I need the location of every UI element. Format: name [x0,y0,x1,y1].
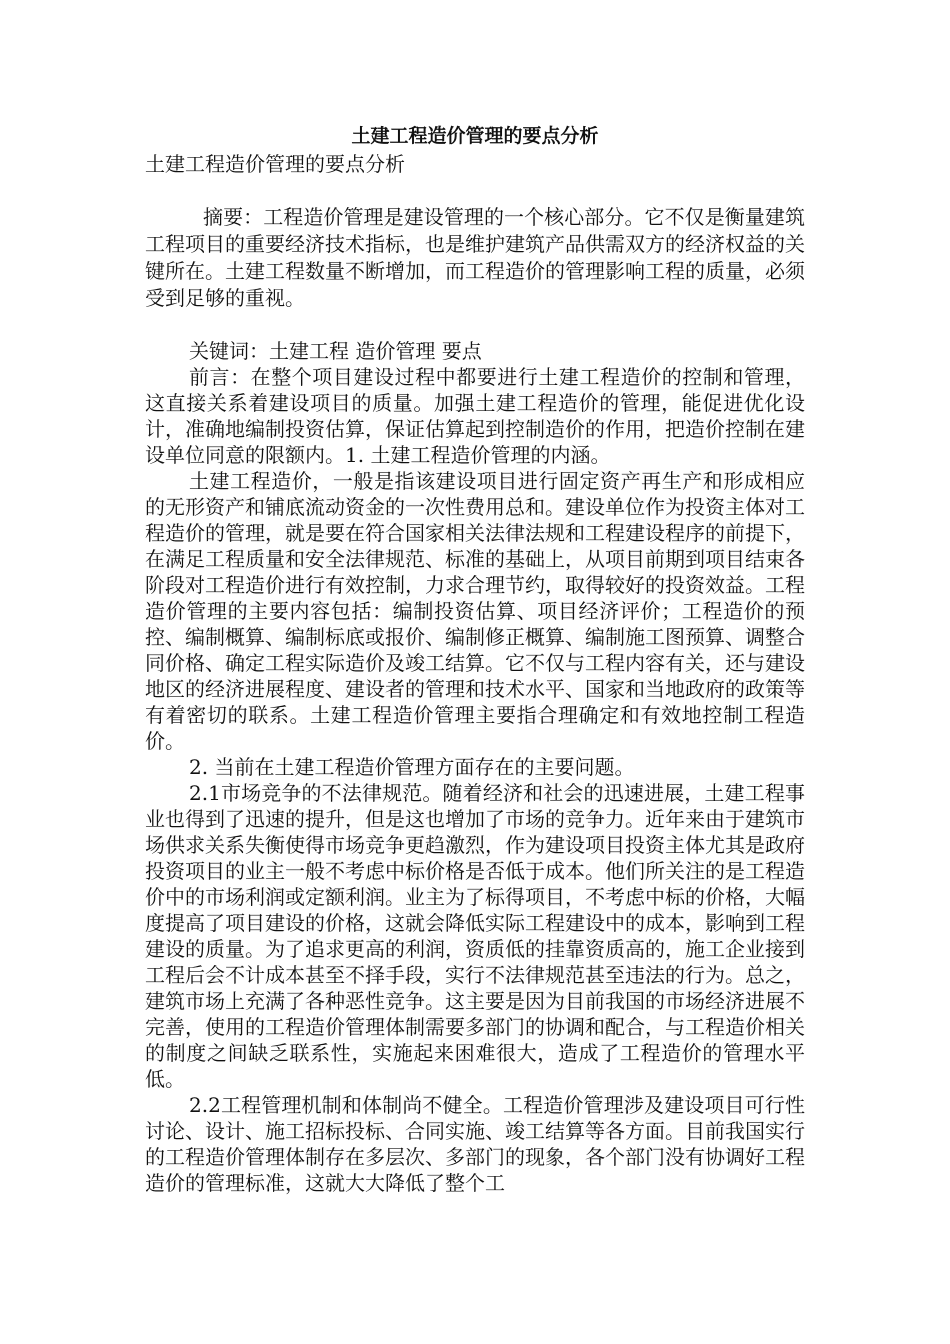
document-page [145,122,805,1196]
keywords-line: 关键词：土建工程 造价管理 要点 [189,339,482,363]
body-paragraph-market-competition: 2.1市场竞争的不法律规范。随着经济和社会的迅速进展，土建工程事业也得到了迅速的提升，但是这也增加了市场的竞争力。近年来由于建筑市场供求关系失衡使得市场竞争更趋激烈，作为建设项目投资主体尤其是政府投资项目的业主一般不考虑中标价格是否低于成本。他们所关注的是工程造价中的市场利润或定额利润。业主为了标得项目，不考虑中标的价格，大幅度提高了项目建设的价格，这就会降低实际工程建设中的成本，影响到工程建设的质量。为了追求更高的利润，资质低的挂靠资质高的，施工企业接到工程后会不计成本甚至不择手段，实行不法律规范甚至违法的行为。总之，建筑市场上充满了各种恶性竞争。这主要是因为目前我国的市场经济进展不完善，使用的工程造价管理体制需要多部门的协调和配合，与工程造价相关的制度之间缺乏联系性，实施起来困难很大，造成了工程造价的管理水平低。 [145,781,805,1091]
body-paragraph-management-mechanism: 2.2工程管理机制和体制尚不健全。工程造价管理涉及建设项目可行性讨论、设计、施工招标投标、合同实施、竣工结算等各方面。目前我国实行的工程造价管理体制存在多层次、多部门的现象，各个部门没有协调好工程造价的管理标准，这就大大降低了整个工 [145,1093,805,1195]
section-heading-problems: 2. 当前在土建工程造价管理方面存在的主要问题。 [189,755,635,779]
abstract-paragraph: 摘要：工程造价管理是建设管理的一个核心部分。它不仅是衡量建筑工程项目的重要经济技术指标，也是维护建筑产品供需双方的经济权益的关键所在。土建工程数量不断增加，而工程造价的管理影响工程的质量，必须受到足够的重视。 [145,205,805,310]
document-subtitle: 土建工程造价管理的要点分析 [145,152,405,176]
body-paragraph-definition: 土建工程造价，一般是指该建设项目进行固定资产再生产和形成相应的无形资产和铺底流动资金的一次性费用总和。建设单位作为投资主体对工程造价的管理，就是要在符合国家相关法律法规和工程建设程序的前提下，在满足工程质量和安全法律规范、标准的基础上，从项目前期到项目结束各阶段对工程造价进行有效控制，力求合理节约，取得较好的投资效益。工程造价管理的主要内容包括：编制投资估算、项目经济评价；工程造价的预控、编制概算、编制标底或报价、编制修正概算、编制施工图预算、调整合同价格、确定工程实际造价及竣工结算。它不仅与工程内容有关，还与建设地区的经济进展程度、建设者的管理和技术水平、国家和当地政府的政策等有着密切的联系。土建工程造价管理主要指合理确定和有效地控制工程造价。 [145,469,805,753]
document-title: 土建工程造价管理的要点分析 [351,125,599,147]
body-paragraph-preface: 前言：在整个项目建设过程中都要进行土建工程造价的控制和管理，这直接关系着建设项目的质量。加强土建工程造价的管理，能促进优化设计，准确地编制投资估算，保证估算起到控制造价的作用，把造价控制在建设单位同意的限额内。1. 土建工程造价管理的内涵。 [145,365,805,467]
